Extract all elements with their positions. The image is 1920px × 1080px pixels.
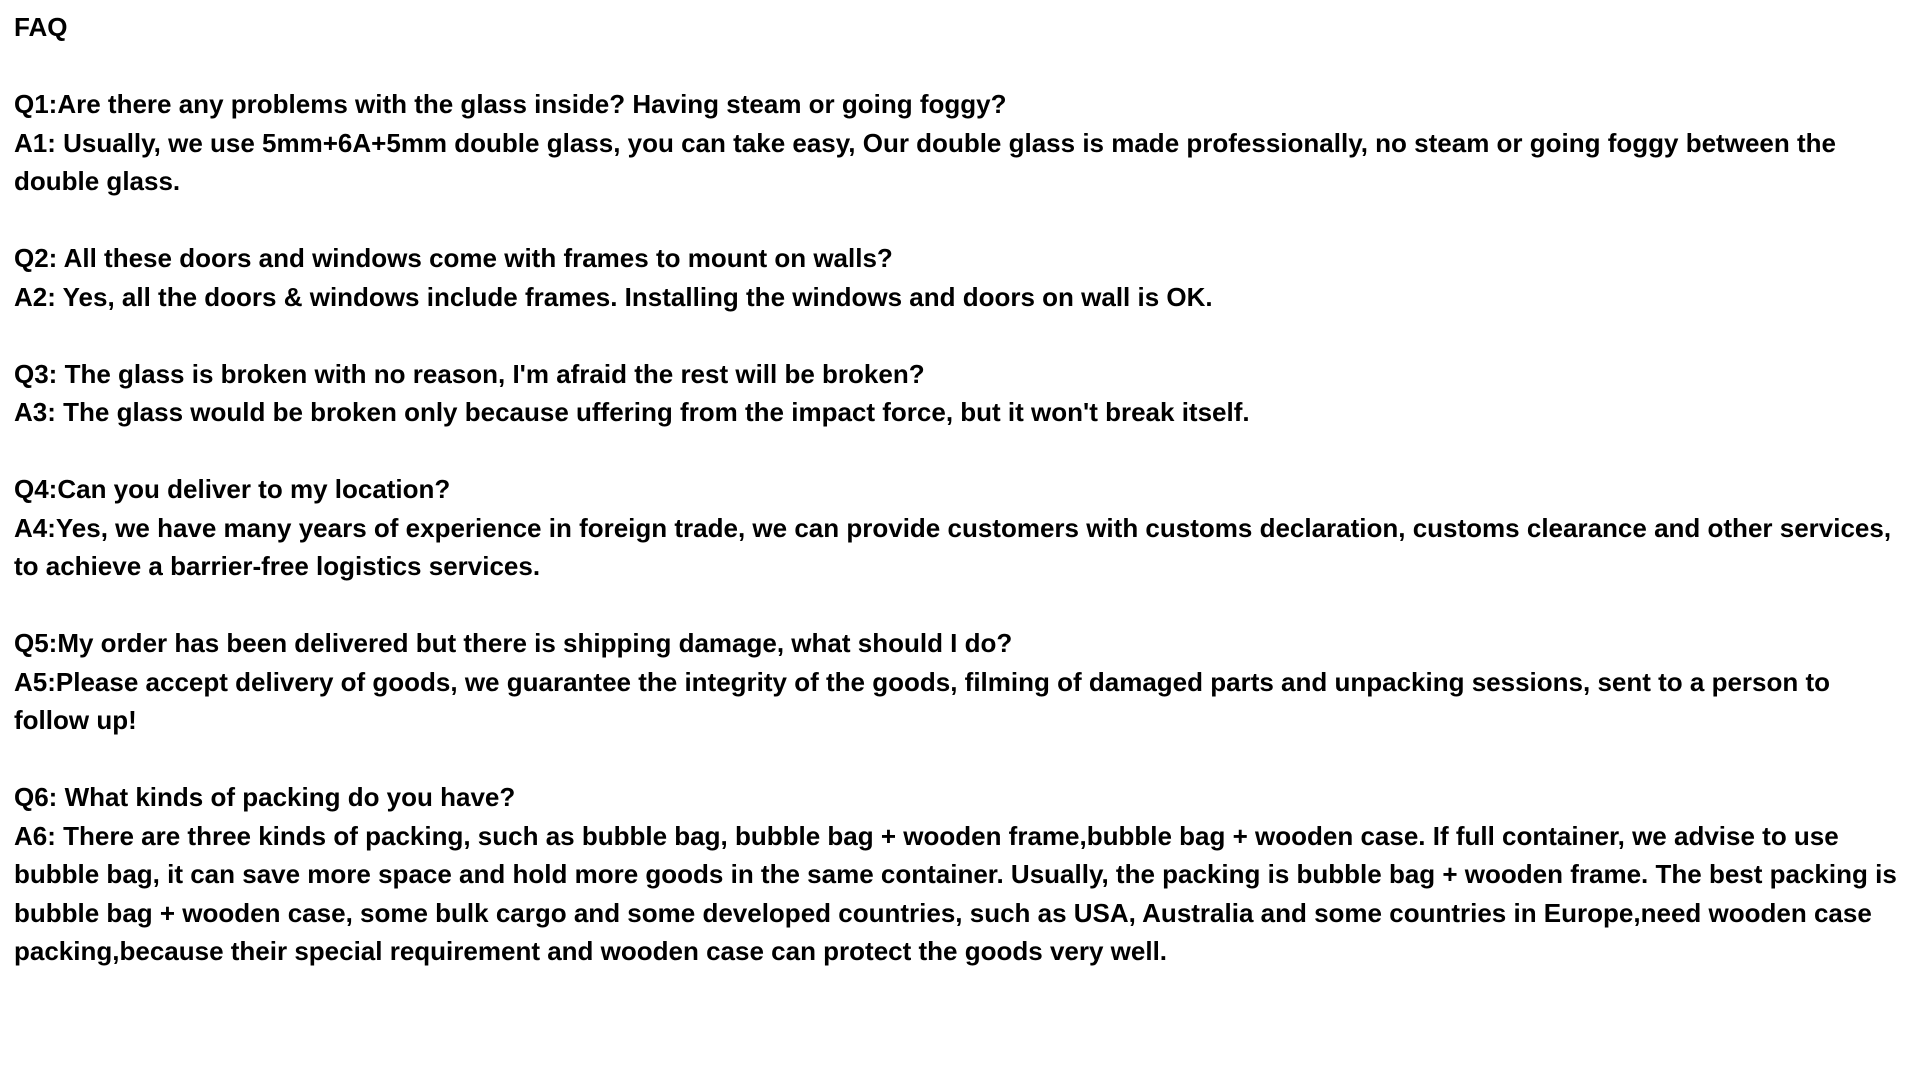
faq-item-3 bbox=[14, 355, 1908, 432]
faq-item-6 bbox=[14, 778, 1908, 971]
faq-answer-2: A2: Yes, all the doors & windows include frames. Installing the windows and doors on wall is OK. bbox=[14, 281, 1213, 312]
faq-answer-5: A5:Please accept delivery of goods, we guarantee the integrity of the goods, filming of damaged parts and unpacking sessions, sent to a person to follow up! bbox=[14, 666, 1831, 735]
faq-answer-1: A1: Usually, we use 5mm+6A+5mm double glass, you can take easy, Our double glass is made professionally, no steam or going foggy between the double glass. bbox=[14, 127, 1836, 196]
faq-list bbox=[14, 85, 1908, 971]
faq-item-2 bbox=[14, 239, 1908, 316]
faq-question-2: Q2: All these doors and windows come with frames to mount on walls? bbox=[14, 243, 893, 273]
faq-item-5 bbox=[14, 624, 1908, 740]
page-title: FAQ bbox=[14, 12, 68, 42]
faq-answer-6: A6: There are three kinds of packing, such as bubble bag, bubble bag + wooden frame,bubble bag + wooden case. If full container, we advise to use bubble bag, it can save more space and hold more goods in the same container. Usually, the packing is bubble bag + wooden frame. The best packing is bubble bag + wooden case, some bulk cargo and some developed countries, such as USA, Australia and some countries in Europe,need wooden case packing,because their special requirement and wooden case can protect the goods very well. bbox=[14, 820, 1897, 966]
faq-question-3: Q3: The glass is broken with no reason, I'm afraid the rest will be broken? bbox=[14, 358, 925, 389]
faq-question-6: Q6: What kinds of packing do you have? bbox=[14, 782, 516, 812]
faq-item-1 bbox=[14, 85, 1908, 201]
faq-item-4 bbox=[14, 470, 1908, 586]
faq-answer-4: A4:Yes, we have many years of experience in foreign trade, we can provide customers with customs declaration, customs clearance and other services, to achieve a barrier-free logistics services. bbox=[14, 512, 1892, 581]
faq-question-1: Q1:Are there any problems with the glass inside? Having steam or going foggy? bbox=[14, 89, 1007, 119]
faq-question-5: Q5:My order has been delivered but there is shipping damage, what should I do? bbox=[14, 628, 1013, 658]
faq-question-4: Q4:Can you deliver to my location? bbox=[14, 474, 451, 504]
faq-answer-3: A3: The glass would be broken only because uffering from the impact force, but it won't break itself. bbox=[14, 397, 1250, 427]
